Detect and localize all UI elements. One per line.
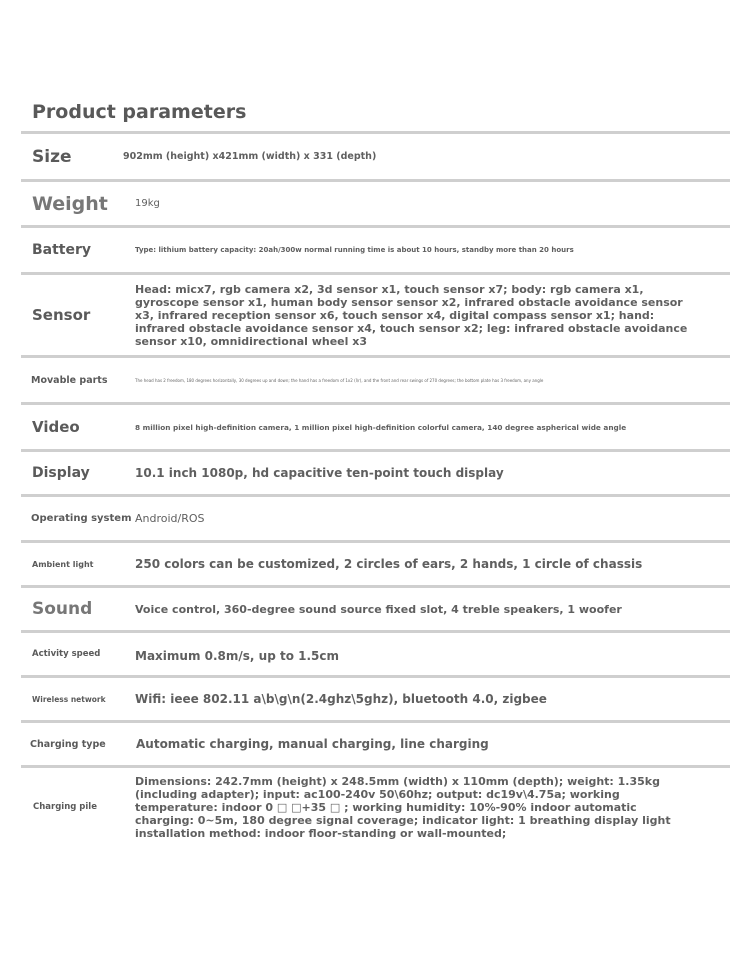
param-label: Ambient light	[32, 559, 94, 569]
param-row-wireless-network	[21, 678, 730, 720]
param-value: Type: lithium battery capacity: 20ah/300w normal running time is about 10 hours, standby more than 20 hours	[135, 245, 574, 254]
param-row-size	[21, 134, 730, 179]
param-label: Activity speed	[32, 649, 101, 659]
param-label: Sound	[32, 599, 93, 619]
param-value: Dimensions: 242.7mm (height) x 248.5mm (width) x 110mm (depth); weight: 1.35kg (including adapter); input: ac100-240v 50\60hz; output: dc19v\4.75a; working temperature: indoor 0 □ □+35 □ ; working humidity: 10%-90% indoor automatic charging: 0~5m, 180 degree signal coverage; indicator light: 1 breathing display light installation method: indoor floor-standing or wall-mounted;	[135, 774, 671, 840]
param-value: 8 million pixel high-definition camera, 1 million pixel high-definition colorful camera, 140 degree aspherical wide angle	[135, 422, 627, 432]
param-row-operating-system	[21, 497, 730, 540]
param-row-sound	[21, 588, 730, 630]
param-value: Maximum 0.8m/s, up to 1.5cm	[135, 649, 339, 663]
param-label: Charging type	[30, 738, 106, 750]
param-label: Wireless network	[32, 694, 106, 704]
param-row-movable-parts	[21, 358, 730, 402]
param-value: The head has 2 freedom, 180 degrees horizontally, 30 degrees up and down; the hand has a freedom of 1x2 (l\r), and the front and rear swings of 270 degrees; the bottom plate has 3 freedom, any angle	[135, 377, 544, 383]
param-value: Wifi: ieee 802.11 a\b\g\n(2.4ghz\5ghz), bluetooth 4.0, zigbee	[135, 691, 547, 706]
param-row-weight	[21, 182, 730, 225]
param-label: Movable parts	[31, 374, 108, 386]
page-title: Product parameters	[32, 101, 247, 123]
param-row-charging-type	[21, 723, 730, 765]
param-label: Weight	[32, 192, 108, 215]
param-label: Sensor	[32, 306, 91, 324]
param-value: Android/ROS	[135, 512, 205, 525]
param-value: 19kg	[135, 198, 160, 209]
param-label: Video	[32, 418, 80, 436]
param-value: 250 colors can be customized, 2 circles of ears, 2 hands, 1 circle of chassis	[135, 556, 643, 571]
param-label: Size	[32, 146, 72, 167]
param-value: Head: micx7, rgb camera x2, 3d sensor x1, touch sensor x7; body: rgb camera x1, gyroscope sensor x1, human body sensor sensor x2, infrared obstacle avoidance sensor x3, infrared reception sensor x6, touch sensor x4, digital compass sensor x1; hand: infrared obstacle avoidance sensor x4, touch sensor x2; leg: infrared obstacle avoidance sensor x10, omnidirectional wheel x3	[135, 282, 688, 348]
param-label: Display	[32, 465, 90, 481]
param-value: Voice control, 360-degree sound source fixed slot, 4 treble speakers, 1 woofer	[135, 602, 622, 616]
param-label: Charging pile	[33, 802, 97, 812]
param-row-battery	[21, 228, 730, 272]
param-value: 902mm (height) x421mm (width) x 331 (depth)	[123, 151, 377, 162]
param-label: Battery	[32, 242, 92, 258]
param-row-ambient-light	[21, 543, 730, 585]
param-row-sensor	[21, 275, 730, 355]
param-label: Operating system	[31, 513, 132, 524]
param-row-charging-pile	[21, 768, 730, 846]
param-value: Automatic charging, manual charging, line charging	[136, 736, 489, 751]
param-row-display	[21, 452, 730, 494]
param-row-activity-speed	[21, 633, 730, 675]
param-row-video	[21, 405, 730, 449]
param-value: 10.1 inch 1080p, hd capacitive ten-point touch display	[135, 465, 504, 480]
